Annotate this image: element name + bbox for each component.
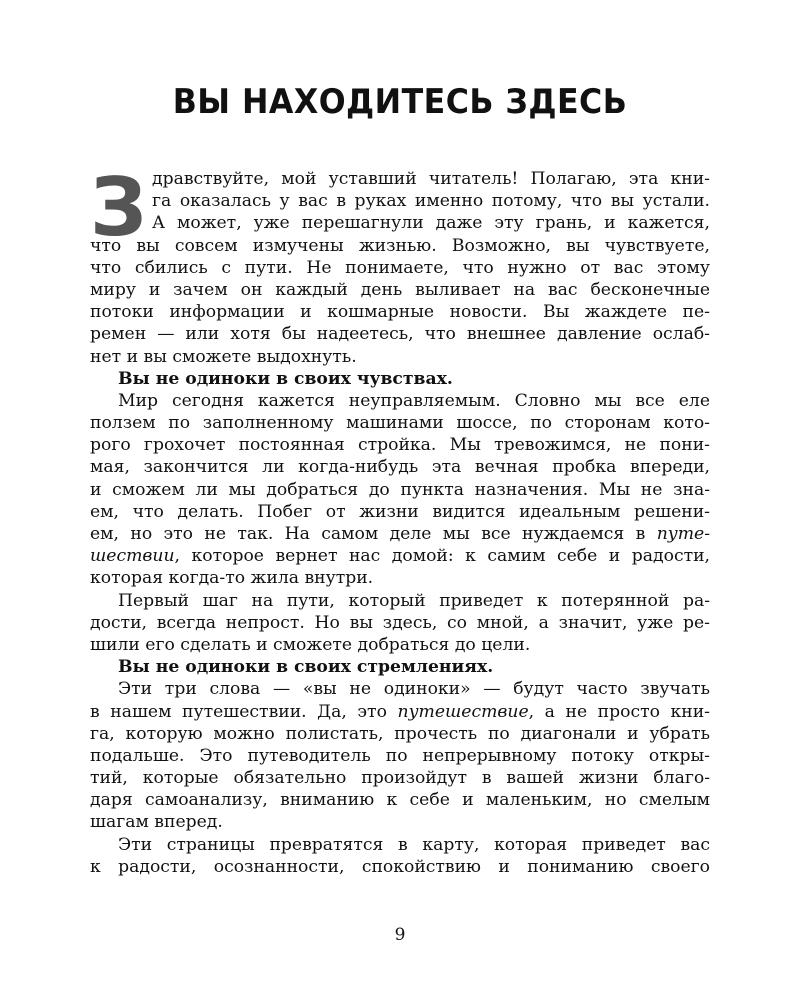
text-line: шагам вперед.	[90, 812, 223, 833]
text-segment: в нашем путешествии. Да, это	[90, 701, 387, 722]
text-line: Мир сегодня кажется неуправляемым. Словно мы все еле	[118, 390, 710, 411]
text-line: шили его сделать и сможете добраться до цели.	[90, 634, 531, 655]
text-segment: , которое вернет нас домой: к самим себе и радости,	[174, 546, 710, 567]
italic-word: шествии	[90, 546, 175, 567]
page-number: 9	[394, 925, 406, 945]
subheading: Вы не одиноки в своих чувствах.	[118, 368, 453, 389]
text-line: га оказалась у вас в руках именно потому, что вы устали.	[152, 191, 710, 212]
text-line: миру и зачем он каждый день выливает на вас бесконечные	[90, 279, 710, 300]
italic-word: путе-	[656, 524, 711, 544]
text-line: которая когда-то жила внутри.	[90, 568, 374, 589]
text-line: Первый шаг на пути, который приведет к потерянной ра-	[118, 590, 710, 611]
text-line: потоки информации и кошмарные новости. Вы жаждете пе-	[90, 302, 710, 323]
text-line: к радости, осознанности, спокойствию и пониманию своего	[90, 856, 710, 877]
text-line: и сможем ли мы добраться до пункта назначения. Мы не зна-	[90, 479, 710, 500]
text-line: мая, закончится ли когда-нибудь эта вечная пробка впереди,	[90, 457, 710, 478]
text-line: даря самоанализу, вниманию к себе и маленьким, но смелым	[90, 790, 710, 811]
text-line: дравствуйте, мой уставший читатель! Полагаю, эта кни-	[152, 169, 710, 189]
text-segment: , а не просто кни-	[528, 701, 710, 722]
italic-word: путешествие	[397, 701, 529, 722]
text-line: что сбились с пути. Не понимаете, что нужно от вас этому	[90, 257, 710, 278]
text-line: Эти три слова — «вы не одиноки» — будут часто звучать	[118, 679, 710, 700]
text-line: подальше. Это путеводитель по непрерывному потоку откры-	[90, 745, 710, 766]
text-line: что вы совсем измучены жизнью. Возможно, вы чувствуете,	[90, 235, 710, 256]
text-line: ползем по заполненному машинами шоссе, по сторонам кото-	[90, 413, 710, 434]
text-line	[90, 701, 710, 723]
text-line: ремен — или хотя бы надеетесь, что внешнее давление ослаб-	[90, 324, 710, 345]
text-line	[90, 545, 710, 567]
text-line	[90, 523, 710, 545]
subheading: Вы не одиноки в своих стремлениях.	[118, 657, 494, 678]
drop-cap-letter: З	[90, 161, 147, 254]
text-line: га, которую можно полистать, прочесть по диагонали и убрать	[90, 723, 710, 744]
text-segment: ем, но это не так. На самом деле мы все нуждаемся в	[90, 524, 646, 544]
text-line: Эти страницы превратятся в карту, которая приведет вас	[118, 834, 710, 855]
text-line: ем, что делать. Побег от жизни видится идеальным решени-	[90, 501, 710, 522]
text-line: А может, уже перешагнули даже эту грань, и кажется,	[152, 213, 710, 234]
text-line: рого грохочет постоянная стройка. Мы тревожимся, не пони-	[90, 435, 710, 456]
chapter-body	[90, 161, 711, 878]
text-line: тий, которые обязательно произойдут в вашей жизни благо-	[90, 768, 710, 789]
chapter-title: ВЫ НАХОДИТЕСЬ ЗДЕСЬ	[172, 82, 628, 122]
text-line: нет и вы сможете выдохнуть.	[90, 346, 357, 367]
text-line: дости, всегда непрост. Но вы здесь, со мной, а значит, уже ре-	[90, 612, 710, 633]
